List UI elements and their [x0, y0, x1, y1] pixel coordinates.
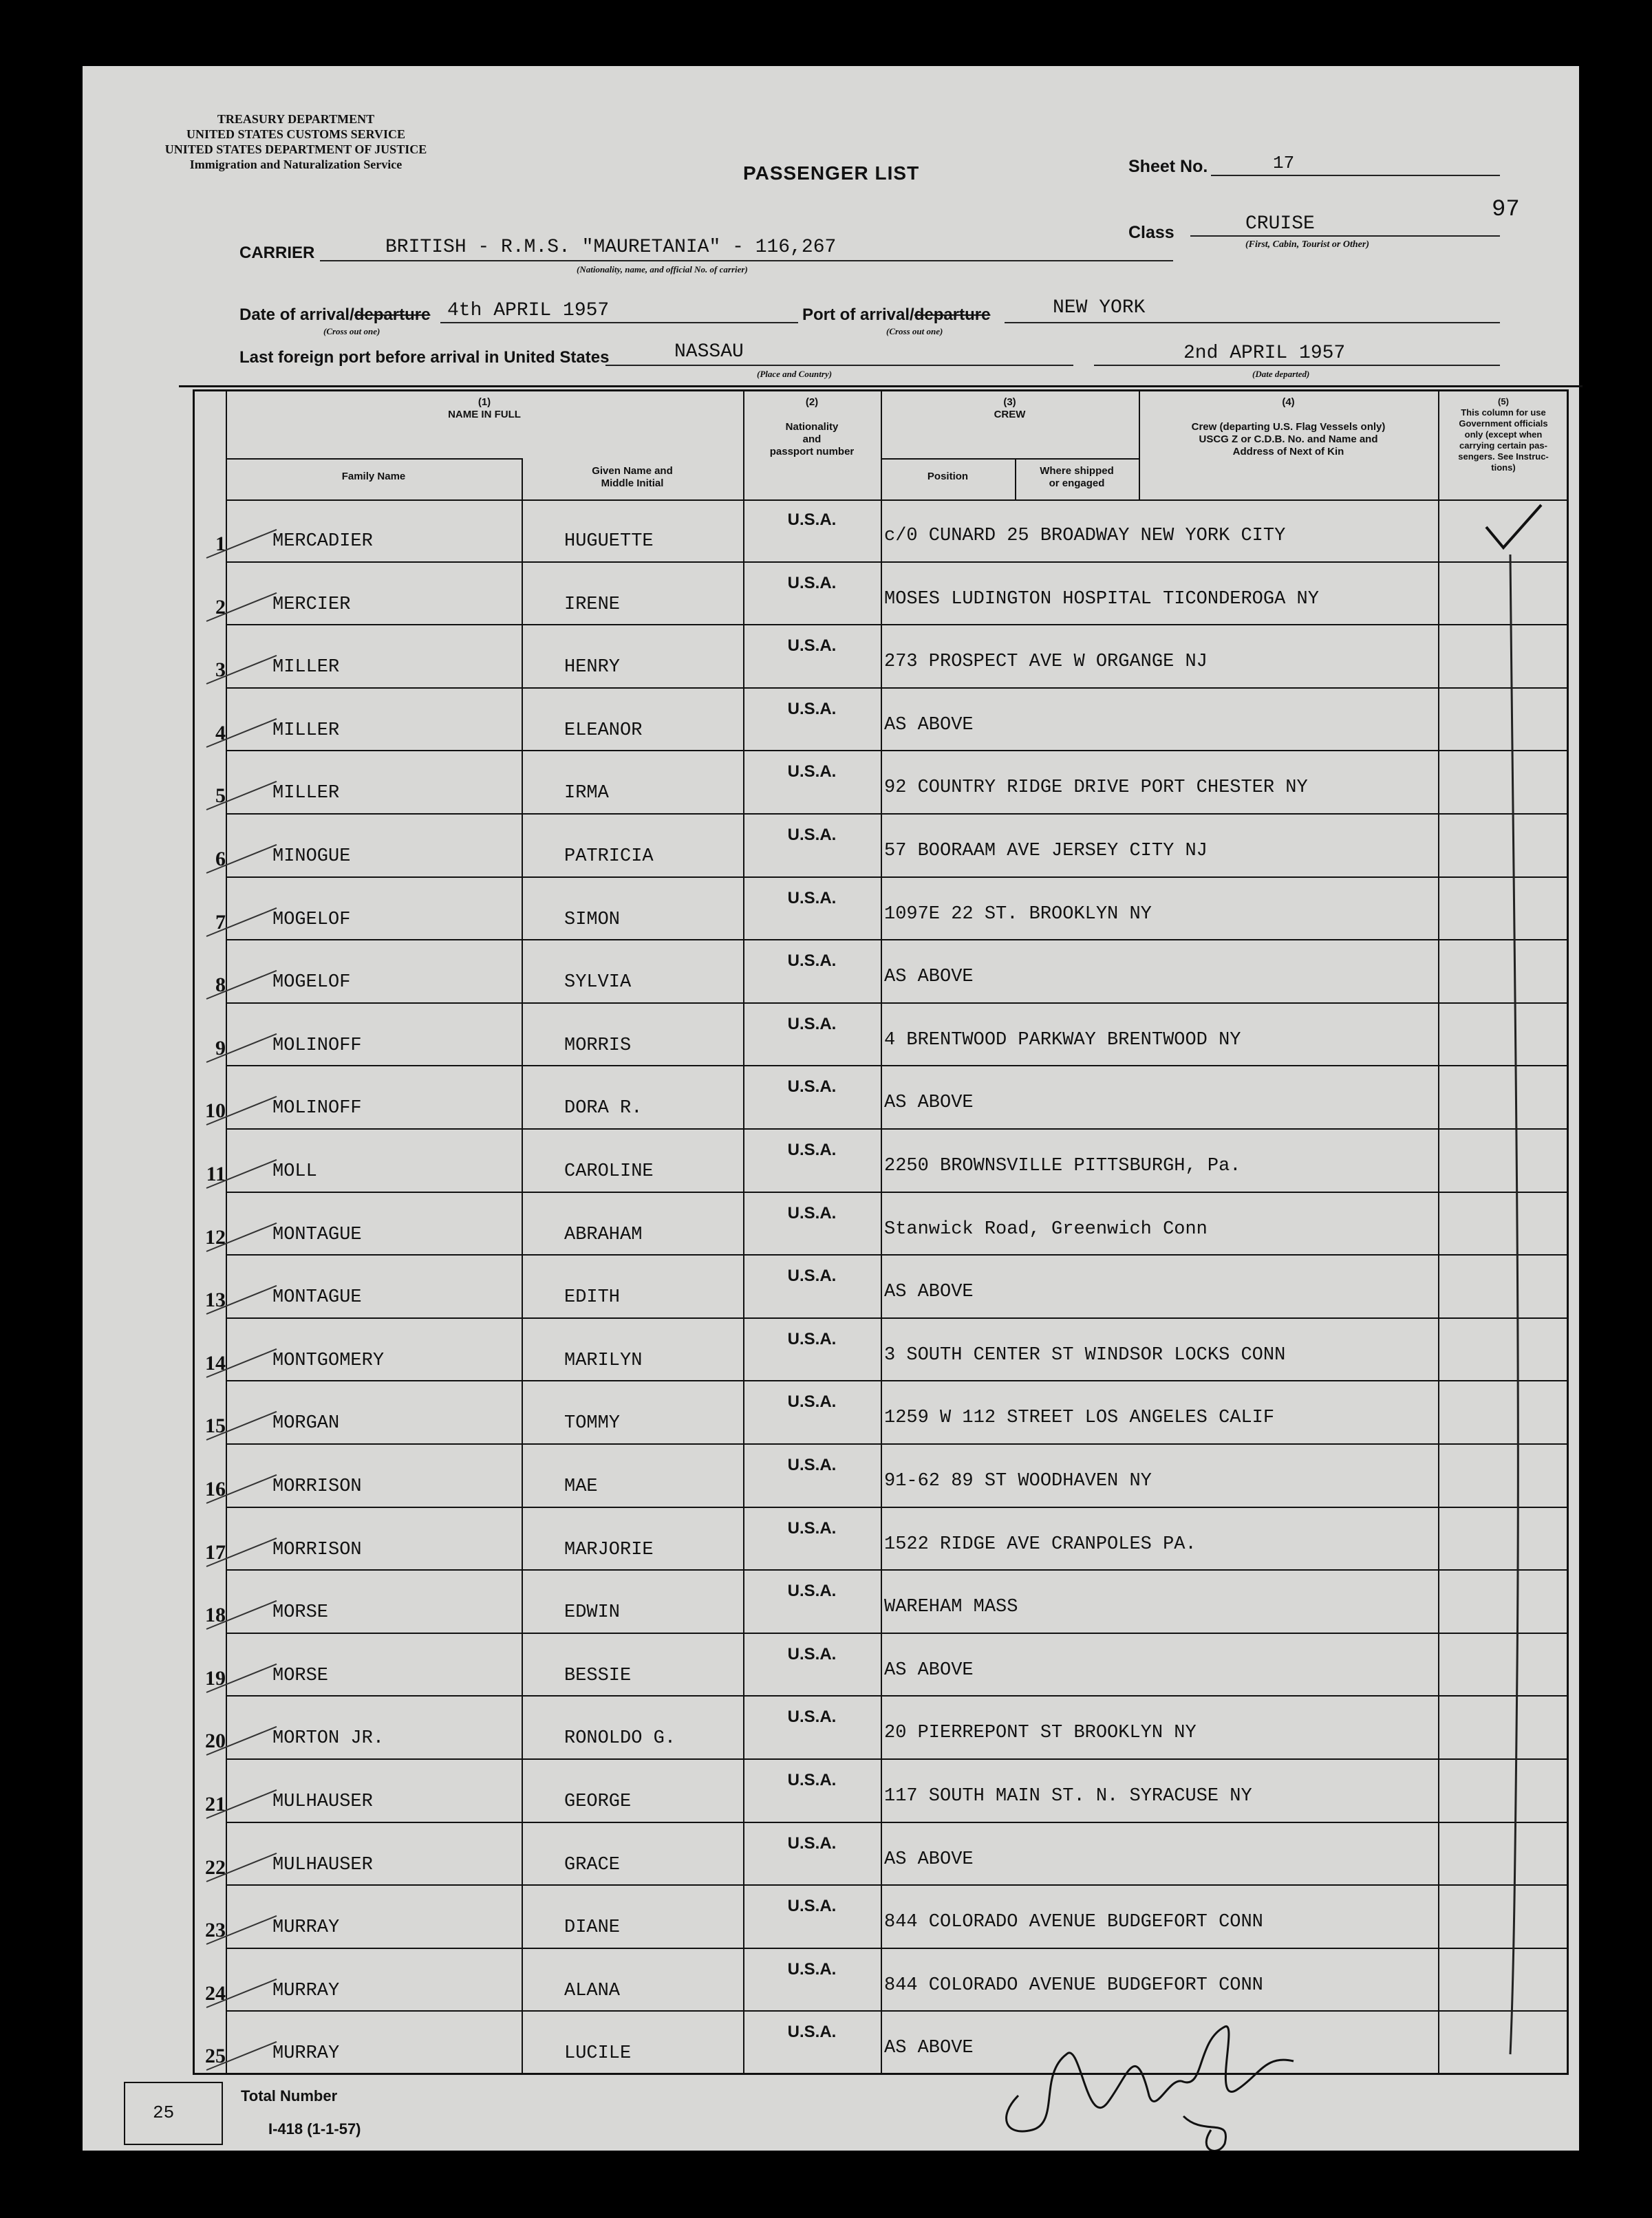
- class-label: Class: [1128, 223, 1174, 242]
- given-name-header: Given Name and Middle Initial: [592, 465, 673, 489]
- given-name-cell: MAE: [564, 1476, 598, 1497]
- foreign-port-value: NASSAU: [674, 341, 744, 363]
- table-row: [193, 1193, 1569, 1256]
- given-name-cell: GEORGE: [564, 1791, 632, 1812]
- agency-line: Immigration and Naturalization Service: [189, 158, 403, 171]
- nationality-cell: U.S.A.: [787, 1392, 837, 1412]
- row-number: 24: [205, 1981, 226, 2005]
- family-name-cell: MINOGUE: [272, 846, 351, 867]
- family-name-cell: MORRISON: [272, 1539, 362, 1560]
- table-row: [193, 1949, 1569, 2012]
- address-cell: AS ABOVE: [884, 967, 974, 988]
- address-cell: Stanwick Road, Greenwich Conn: [884, 1218, 1208, 1240]
- address-cell: 273 PROSPECT AVE W ORGANGE NJ: [884, 652, 1208, 673]
- row-number: 9: [215, 1036, 226, 1059]
- table-row: [193, 1445, 1569, 1508]
- address-cell: 20 PIERREPONT ST BROOKLYN NY: [884, 1723, 1197, 1744]
- total-number-box: [124, 2082, 223, 2145]
- arrival-value: 4th APRIL 1957: [447, 300, 610, 321]
- row-number: 7: [215, 910, 226, 934]
- nationality-cell: U.S.A.: [787, 1014, 837, 1033]
- nationality-cell: U.S.A.: [787, 1518, 837, 1538]
- given-name-cell: HUGUETTE: [564, 531, 654, 552]
- nationality-cell: U.S.A.: [787, 699, 837, 718]
- where-shipped-header: Where shipped or engaged: [1040, 465, 1114, 489]
- family-name-cell: MURRAY: [272, 1980, 340, 2001]
- family-name-cell: MOLL: [272, 1161, 317, 1182]
- departed-line: [1094, 365, 1500, 366]
- col1-header: (1) NAME IN FULL: [448, 396, 521, 420]
- row-number: 21: [205, 1793, 226, 1816]
- table-row: [193, 1130, 1569, 1193]
- nationality-cell: U.S.A.: [787, 1833, 837, 1853]
- row-number: 16: [205, 1478, 226, 1500]
- family-name-cell: MORRISON: [272, 1476, 362, 1497]
- agency-header: [138, 111, 454, 172]
- given-name-cell: EDWIN: [564, 1602, 621, 1624]
- row-number: 23: [205, 1919, 226, 1942]
- port-value: NEW YORK: [1053, 297, 1146, 319]
- place-note: (Place and Country): [757, 369, 833, 379]
- table-row: [193, 751, 1569, 815]
- address-cell: AS ABOVE: [884, 1092, 974, 1114]
- row-number: 6: [215, 848, 226, 870]
- nationality-cell: U.S.A.: [787, 2023, 837, 2042]
- nationality-cell: U.S.A.: [787, 888, 837, 907]
- row-number: 17: [205, 1540, 226, 1564]
- table-row: [193, 1066, 1569, 1130]
- row-number: 4: [215, 721, 226, 744]
- row-number: 11: [206, 1163, 226, 1185]
- foreign-port-label: Last foreign port before arrival in United States: [239, 348, 610, 367]
- family-name-cell: MONTAGUE: [272, 1224, 362, 1245]
- given-name-cell: SIMON: [564, 909, 621, 930]
- nationality-cell: U.S.A.: [787, 826, 837, 844]
- carrier-value: BRITISH - R.M.S. "MAURETANIA" - 116,267: [385, 237, 837, 258]
- row-number: 25: [205, 2045, 226, 2068]
- address-cell: 1097E 22 ST. BROOKLYN NY: [884, 903, 1152, 925]
- family-name-cell: MORSE: [272, 1602, 329, 1624]
- table-row: [193, 940, 1569, 1004]
- table-row: [193, 1319, 1569, 1382]
- header-rule: [881, 458, 1139, 460]
- row-number: 2: [215, 595, 226, 618]
- table-row: [193, 689, 1569, 752]
- given-name-cell: IRMA: [564, 783, 609, 804]
- address-cell: 2250 BROWNSVILLE PITTSBURGH, Pa.: [884, 1156, 1241, 1176]
- address-cell: 844 COLORADO AVENUE BUDGEFORT CONN: [884, 1974, 1263, 1996]
- header-rule: [226, 458, 522, 460]
- signature-icon: [977, 2013, 1335, 2151]
- given-name-cell: EDITH: [564, 1287, 621, 1309]
- row-number: 13: [205, 1289, 226, 1312]
- carrier-note: (Nationality, name, and official No. of carrier): [577, 264, 748, 274]
- carrier-label: CARRIER: [239, 244, 315, 262]
- address-cell: 4 BRENTWOOD PARKWAY BRENTWOOD NY: [884, 1029, 1241, 1051]
- nationality-cell: U.S.A.: [787, 1959, 837, 1979]
- table-row: [193, 1634, 1569, 1697]
- table-row: [193, 1886, 1569, 1949]
- given-name-cell: DORA R.: [564, 1098, 643, 1119]
- nationality-cell: U.S.A.: [787, 1141, 837, 1159]
- table-row: [193, 1760, 1569, 1823]
- family-name-header: Family Name: [341, 471, 406, 482]
- given-name-cell: ABRAHAM: [564, 1224, 643, 1245]
- given-name-cell: SYLVIA: [564, 972, 632, 993]
- address-cell: AS ABOVE: [884, 2038, 974, 2059]
- table-row: [193, 878, 1569, 941]
- family-name-cell: MILLER: [272, 720, 340, 741]
- given-name-cell: MARJORIE: [564, 1539, 654, 1560]
- row-number: 18: [205, 1604, 226, 1627]
- sheet-number-line: [1211, 175, 1500, 176]
- table-row: [193, 1571, 1569, 1634]
- agency-line: UNITED STATES CUSTOMS SERVICE: [186, 127, 405, 141]
- carrier-line: [320, 260, 1173, 261]
- departed-value: 2nd APRIL 1957: [1183, 343, 1346, 364]
- table-row: [193, 1256, 1569, 1319]
- position-header: Position: [927, 471, 969, 482]
- nationality-cell: U.S.A.: [787, 636, 837, 656]
- col2-header: (2) Nationality and passport number: [769, 396, 855, 457]
- table-top-rule: [179, 385, 1583, 387]
- address-cell: 1259 W 112 STREET LOS ANGELES CALIF: [884, 1408, 1275, 1429]
- address-cell: AS ABOVE: [884, 1659, 974, 1681]
- family-name-cell: MILLER: [272, 783, 340, 804]
- row-number: 20: [205, 1730, 226, 1753]
- address-cell: 91-62 89 ST WOODHAVEN NY: [884, 1471, 1152, 1492]
- nationality-cell: U.S.A.: [787, 1708, 837, 1727]
- nationality-cell: U.S.A.: [787, 1771, 837, 1789]
- page-number: 97: [1492, 197, 1520, 223]
- nationality-cell: U.S.A.: [787, 1077, 837, 1097]
- family-name-cell: MORTON JR.: [272, 1728, 385, 1749]
- given-name-cell: PATRICIA: [564, 846, 654, 867]
- arrival-label: Date of arrival/departure: [239, 305, 431, 324]
- class-note: (First, Cabin, Tourist or Other): [1245, 239, 1369, 250]
- arrival-struck: departure: [354, 305, 431, 324]
- row-number: 14: [205, 1351, 226, 1375]
- passenger-list-sheet: [83, 66, 1579, 2151]
- nationality-cell: U.S.A.: [787, 1456, 837, 1474]
- col4-header: (4) Crew (departing U.S. Flag Vessels only) USCG Z or C.D.B. No. and Name and Address of Next of Kin: [1191, 396, 1386, 457]
- total-number-label: Total Number: [241, 2087, 338, 2104]
- passenger-table: [193, 389, 1569, 2075]
- table-row: [193, 1697, 1569, 1760]
- col5-header: (5) This column for use Government officials only (except when carrying certain pas- sengers. See Instruc- tions): [1458, 396, 1549, 473]
- address-cell: WAREHAM MASS: [884, 1597, 1018, 1618]
- given-name-cell: MORRIS: [564, 1035, 632, 1056]
- row-number: 5: [215, 784, 226, 808]
- row-number: 10: [205, 1099, 226, 1123]
- arrival-line: [440, 322, 798, 323]
- family-name-cell: MULHAUSER: [272, 1854, 373, 1875]
- nationality-cell: U.S.A.: [787, 1329, 837, 1348]
- family-name-cell: MURRAY: [272, 1917, 340, 1939]
- agency-line: UNITED STATES DEPARTMENT OF JUSTICE: [164, 142, 427, 156]
- given-name-cell: BESSIE: [564, 1665, 632, 1686]
- nationality-cell: U.S.A.: [787, 1203, 837, 1223]
- given-name-cell: DIANE: [564, 1917, 621, 1939]
- address-cell: MOSES LUDINGTON HOSPITAL TICONDEROGA NY: [884, 588, 1319, 610]
- agency-line: TREASURY DEPARTMENT: [217, 112, 375, 126]
- table-row: [193, 1004, 1569, 1067]
- given-name-cell: HENRY: [564, 657, 621, 678]
- class-value: CRUISE: [1245, 213, 1315, 235]
- port-line: [1005, 322, 1500, 323]
- nationality-cell: U.S.A.: [787, 1897, 837, 1916]
- date-note: (Date departed): [1252, 369, 1310, 379]
- table-row: [193, 563, 1569, 626]
- address-cell: 3 SOUTH CENTER ST WINDSOR LOCKS CONN: [884, 1344, 1286, 1366]
- port-cross-note: (Cross out one): [886, 326, 943, 336]
- family-name-cell: MULHAUSER: [272, 1791, 373, 1812]
- check-mark-icon: [1438, 499, 1569, 2075]
- family-name-cell: MONTAGUE: [272, 1287, 362, 1309]
- table-row: [193, 2012, 1569, 2075]
- family-name-cell: MOLINOFF: [272, 1098, 362, 1119]
- table-row: [193, 1823, 1569, 1886]
- table-row: [193, 815, 1569, 878]
- family-name-cell: MONTGOMERY: [272, 1350, 385, 1371]
- nationality-cell: U.S.A.: [787, 1267, 837, 1286]
- address-cell: 1522 RIDGE AVE CRANPOLES PA.: [884, 1533, 1197, 1555]
- port-struck: departure: [914, 305, 991, 324]
- family-name-cell: MOGELOF: [272, 972, 351, 993]
- address-cell: 57 BOORAAM AVE JERSEY CITY NJ: [884, 841, 1208, 861]
- nationality-cell: U.S.A.: [787, 762, 837, 782]
- address-cell: AS ABOVE: [884, 1282, 974, 1303]
- given-name-cell: GRACE: [564, 1854, 621, 1875]
- nationality-cell: U.S.A.: [787, 573, 837, 592]
- family-name-cell: MERCIER: [272, 594, 351, 615]
- family-name-cell: MILLER: [272, 657, 340, 678]
- family-name-cell: MERCADIER: [272, 531, 373, 552]
- page-title: PASSENGER LIST: [743, 162, 920, 184]
- row-number: 8: [215, 973, 226, 997]
- class-line: [1190, 235, 1500, 237]
- foreign-port-line: [605, 365, 1073, 366]
- nationality-cell: U.S.A.: [787, 1644, 837, 1664]
- row-number: 1: [215, 532, 226, 555]
- address-cell: 844 COLORADO AVENUE BUDGEFORT CONN: [884, 1912, 1263, 1933]
- nationality-cell: U.S.A.: [787, 510, 837, 529]
- address-cell: 117 SOUTH MAIN ST. N. SYRACUSE NY: [884, 1786, 1252, 1807]
- family-name-cell: MOLINOFF: [272, 1035, 362, 1056]
- row-number: 12: [205, 1225, 226, 1249]
- given-name-cell: TOMMY: [564, 1413, 621, 1434]
- port-label: Port of arrival/departure: [802, 305, 991, 324]
- address-cell: AS ABOVE: [884, 714, 974, 735]
- row-number: 3: [215, 658, 226, 682]
- form-code: I-418 (1-1-57): [268, 2120, 361, 2138]
- family-name-cell: MORGAN: [272, 1413, 340, 1434]
- row-number: 19: [205, 1666, 226, 1690]
- family-name-cell: MORSE: [272, 1665, 329, 1686]
- given-name-cell: MARILYN: [564, 1350, 643, 1371]
- family-name-cell: MOGELOF: [272, 909, 351, 930]
- nationality-cell: U.S.A.: [787, 951, 837, 971]
- nationality-cell: U.S.A.: [787, 1582, 837, 1601]
- row-number: 15: [205, 1414, 226, 1438]
- arrival-cross-note: (Cross out one): [323, 326, 380, 336]
- col3-header: (3) CREW: [994, 396, 1026, 420]
- address-cell: AS ABOVE: [884, 1849, 974, 1870]
- table-row: [193, 1381, 1569, 1445]
- sheet-number-value: 17: [1273, 153, 1295, 173]
- table-row: [193, 625, 1569, 689]
- row-number: 22: [205, 1855, 226, 1879]
- table-row: [193, 1508, 1569, 1571]
- given-name-cell: ALANA: [564, 1980, 621, 2001]
- sheet-number-label: Sheet No.: [1128, 157, 1208, 176]
- family-name-cell: MURRAY: [272, 2043, 340, 2065]
- table-row: [193, 499, 1569, 563]
- given-name-cell: CAROLINE: [564, 1161, 654, 1182]
- total-number-value: 25: [153, 2102, 175, 2123]
- address-cell: c/0 CUNARD 25 BROADWAY NEW YORK CITY: [884, 526, 1286, 546]
- given-name-cell: ELEANOR: [564, 720, 643, 741]
- given-name-cell: RONOLDO G.: [564, 1728, 676, 1749]
- address-cell: 92 COUNTRY RIDGE DRIVE PORT CHESTER NY: [884, 777, 1308, 799]
- given-name-cell: IRENE: [564, 594, 621, 615]
- given-name-cell: LUCILE: [564, 2043, 632, 2065]
